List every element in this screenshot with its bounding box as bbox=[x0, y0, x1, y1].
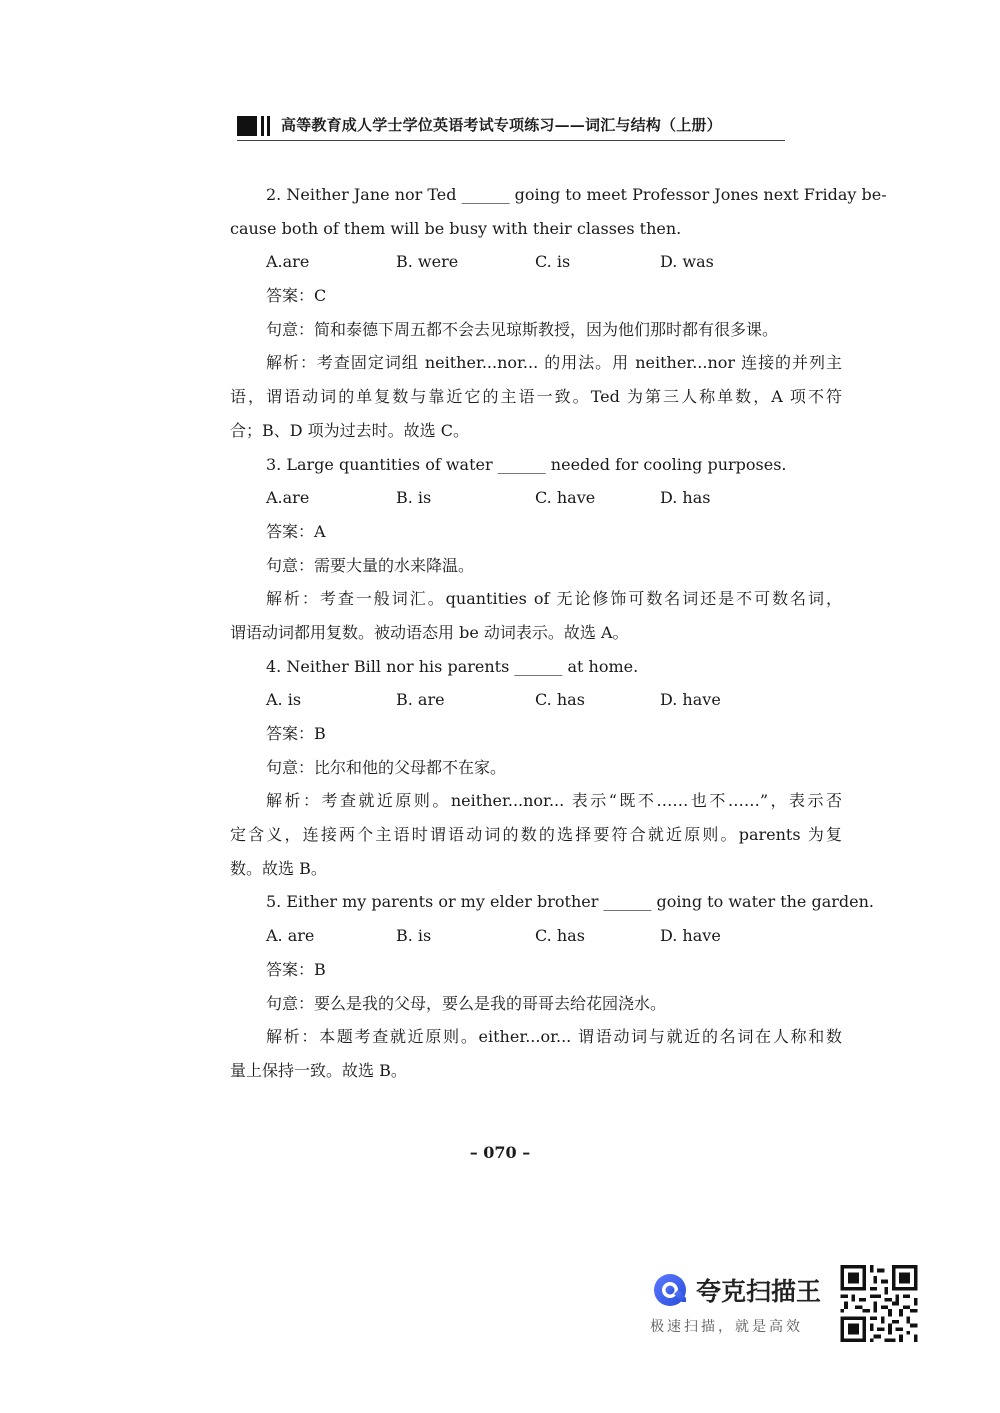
scanner-watermark bbox=[648, 1268, 828, 1338]
analysis-4-line-2: 定含义，连接两个主语时谓语动词的数的选择要符合就近原则。parents 为复 bbox=[230, 825, 842, 845]
analysis-4-line-1: 解析：考查就近原则。neither...nor... 表示“既不……也不……”，表示否 bbox=[266, 791, 842, 811]
meaning-4: 句意：比尔和他的父母都不在家。 bbox=[266, 757, 507, 777]
answer-3: 答案：A bbox=[266, 521, 326, 541]
exercise-content bbox=[230, 178, 887, 1088]
option-a: A. are bbox=[266, 926, 315, 946]
question-4: 4. Neither Bill nor his parents ______ at home. bbox=[266, 656, 639, 676]
analysis-2-line-1: 解析：考查固定词组 neither...nor... 的用法。用 neither...nor 连接的并列主 bbox=[266, 353, 842, 373]
answer-4: 答案：B bbox=[266, 724, 326, 743]
option-c: C. has bbox=[535, 926, 585, 946]
meaning-5: 句意：要么是我的父母，要么是我的哥哥去给花园浇水。 bbox=[266, 993, 667, 1013]
analysis-5-line-1: 解析：本题考查就近原则。either...or... 谓语动词与就近的名词在人称和数 bbox=[266, 1027, 842, 1047]
option-d: D. have bbox=[660, 690, 721, 710]
meaning-3: 句意：需要大量的水来降温。 bbox=[266, 555, 475, 575]
option-a: A. is bbox=[266, 690, 302, 710]
analysis-4-line-3: 数。故选 B。 bbox=[230, 858, 327, 878]
option-b: B. is bbox=[396, 926, 432, 946]
option-a: A.are bbox=[266, 252, 310, 272]
question-4-options bbox=[230, 683, 842, 717]
watermark-slogan: 极速扫描，就是高效 bbox=[650, 1319, 803, 1335]
question-3-options bbox=[230, 481, 842, 515]
option-d: D. has bbox=[660, 488, 711, 508]
header-mark-bar bbox=[261, 116, 264, 136]
quark-logo-icon bbox=[652, 1272, 688, 1308]
meaning-2: 句意：简和泰德下周五都不会去见琼斯教授，因为他们那时都有很多课。 bbox=[266, 319, 779, 339]
header-mark-block bbox=[237, 116, 257, 136]
answer-5: 答案：B bbox=[266, 959, 326, 979]
option-c: C. is bbox=[535, 252, 571, 272]
option-b: B. is bbox=[396, 488, 432, 508]
analysis-2-line-3: 合；B、D 项为过去时。故选 C。 bbox=[230, 420, 470, 440]
option-b: B. were bbox=[396, 252, 459, 272]
question-3: 3. Large quantities of water ______ needed for cooling purposes. bbox=[266, 454, 787, 474]
option-c: C. has bbox=[535, 690, 585, 710]
header-title: 高等教育成人学士学位英语考试专项练习——词汇与结构（上册） bbox=[281, 116, 722, 134]
question-2-options bbox=[230, 245, 842, 279]
analysis-2-line-2: 语，谓语动词的单复数与靠近它的主语一致。Ted 为第三人称单数，A 项不符 bbox=[230, 387, 842, 407]
running-header bbox=[237, 112, 785, 142]
analysis-3-line-1: 解析：考查一般词汇。quantities of 无论修饰可数名词还是不可数名词， bbox=[266, 589, 842, 609]
analysis-3-line-2: 谓语动词都用复数。被动语态用 be 动词表示。故选 A。 bbox=[230, 622, 629, 642]
option-a: A.are bbox=[266, 488, 310, 508]
option-d: D. was bbox=[660, 252, 714, 272]
option-c: C. have bbox=[535, 488, 596, 508]
answer-2: 答案：C bbox=[266, 286, 327, 306]
question-2-line-1: 2. Neither Jane nor Ted ______ going to meet Professor Jones next Friday be- bbox=[266, 185, 887, 204]
question-5: 5. Either my parents or my elder brother ______ going to water the garden. bbox=[266, 892, 875, 912]
page-number: – 070 – bbox=[469, 1143, 531, 1162]
header-rule bbox=[237, 140, 785, 141]
option-d: D. have bbox=[660, 926, 721, 946]
watermark-brand: 夸克扫描王 bbox=[696, 1277, 822, 1306]
question-2-line-2: cause both of them will be busy with their classes then. bbox=[230, 218, 682, 238]
question-5-options bbox=[230, 919, 842, 953]
analysis-5-line-2: 量上保持一致。故选 B。 bbox=[230, 1060, 407, 1080]
header-mark-bar bbox=[267, 116, 270, 136]
qr-code-icon bbox=[838, 1265, 920, 1342]
option-b: B. are bbox=[396, 690, 445, 710]
